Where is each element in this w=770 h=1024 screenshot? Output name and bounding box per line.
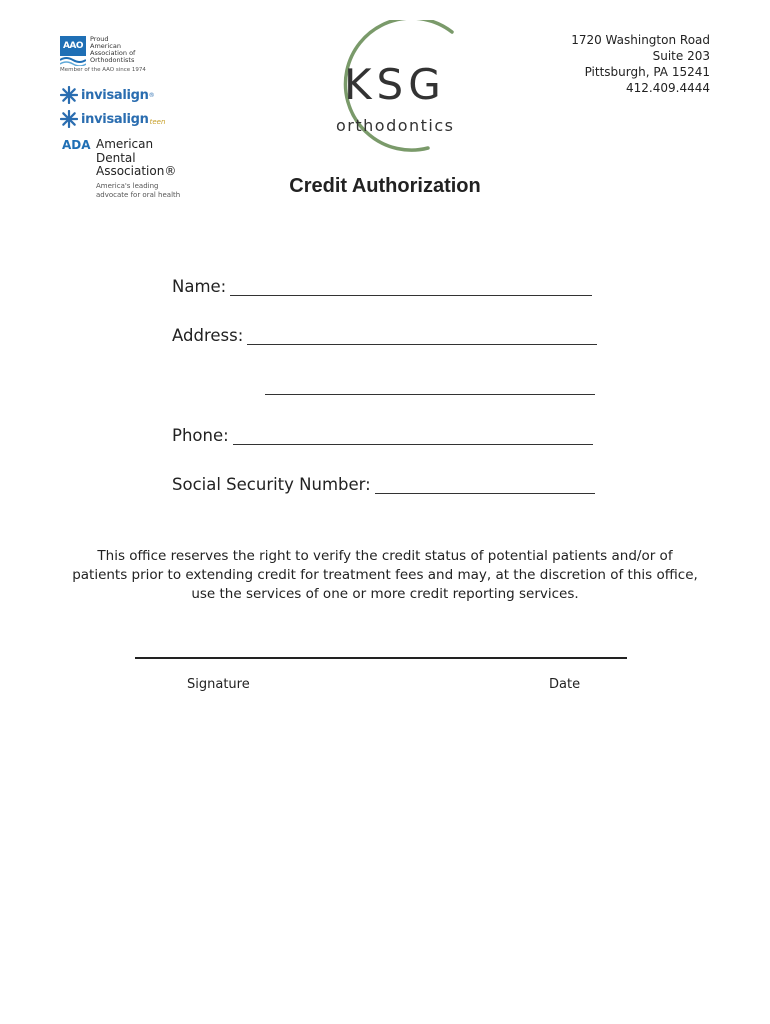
ada-tagline: America's leading advocate for oral health [96, 182, 181, 199]
ksg-logo [312, 20, 482, 160]
aao-logo [60, 36, 185, 76]
phone-field [172, 426, 593, 445]
address-line-1: 1720 Washington Road [571, 33, 710, 47]
address-label: Address: [172, 326, 244, 345]
aao-tagline: Member of the AAO since 1974 [60, 67, 146, 73]
office-phone: 412.409.4444 [626, 81, 710, 95]
brand-name: KSG [344, 60, 446, 109]
address-line-2: Suite 203 [652, 49, 710, 63]
date-label: Date [549, 677, 581, 692]
ssn-field [172, 475, 595, 494]
phone-input-line[interactable] [233, 430, 593, 445]
ada-name: American Dental Association® [96, 137, 177, 178]
invisalign-teen-text: invisalign [81, 111, 149, 127]
ada-mark: ADA [62, 138, 91, 152]
aao-wave-icon [60, 56, 86, 66]
name-field [172, 277, 592, 296]
address-input-line[interactable] [247, 330, 597, 345]
page-title: Credit Authorization [289, 175, 481, 197]
brand-subtitle: orthodontics [336, 116, 455, 135]
name-input-line[interactable] [230, 281, 592, 296]
credit-notice: This office reserves the right to verify the credit status of potential patients and/or of patients prior to extending credit for treatment fees and may, at the discretion of this office, use the services of one or more credit reporting services. [72, 548, 698, 602]
address-line-3: Pittsburgh, PA 15241 [584, 65, 710, 79]
invisalign-text: invisalign [81, 87, 149, 103]
phone-label: Phone: [172, 426, 229, 445]
name-label: Name: [172, 277, 227, 296]
invisalign-teen-suffix: teen [149, 118, 166, 126]
aao-mark: AAO [60, 36, 86, 56]
invisalign-teen-logo [60, 109, 165, 129]
signature-label: Signature [187, 677, 250, 692]
ssn-label: Social Security Number: [172, 475, 371, 494]
ssn-input-line[interactable] [375, 479, 595, 494]
address-line-2-input-line[interactable] [265, 380, 595, 395]
signature-line[interactable] [135, 657, 627, 659]
invisalign-tm: ® [148, 91, 155, 99]
invisalign-star-icon [60, 86, 78, 104]
invisalign-logo [60, 85, 155, 105]
aao-name: Proud American Association of Orthodontists [90, 35, 136, 64]
office-address [571, 32, 710, 96]
address-field [172, 326, 597, 345]
invisalign-teen-star-icon [60, 110, 78, 128]
